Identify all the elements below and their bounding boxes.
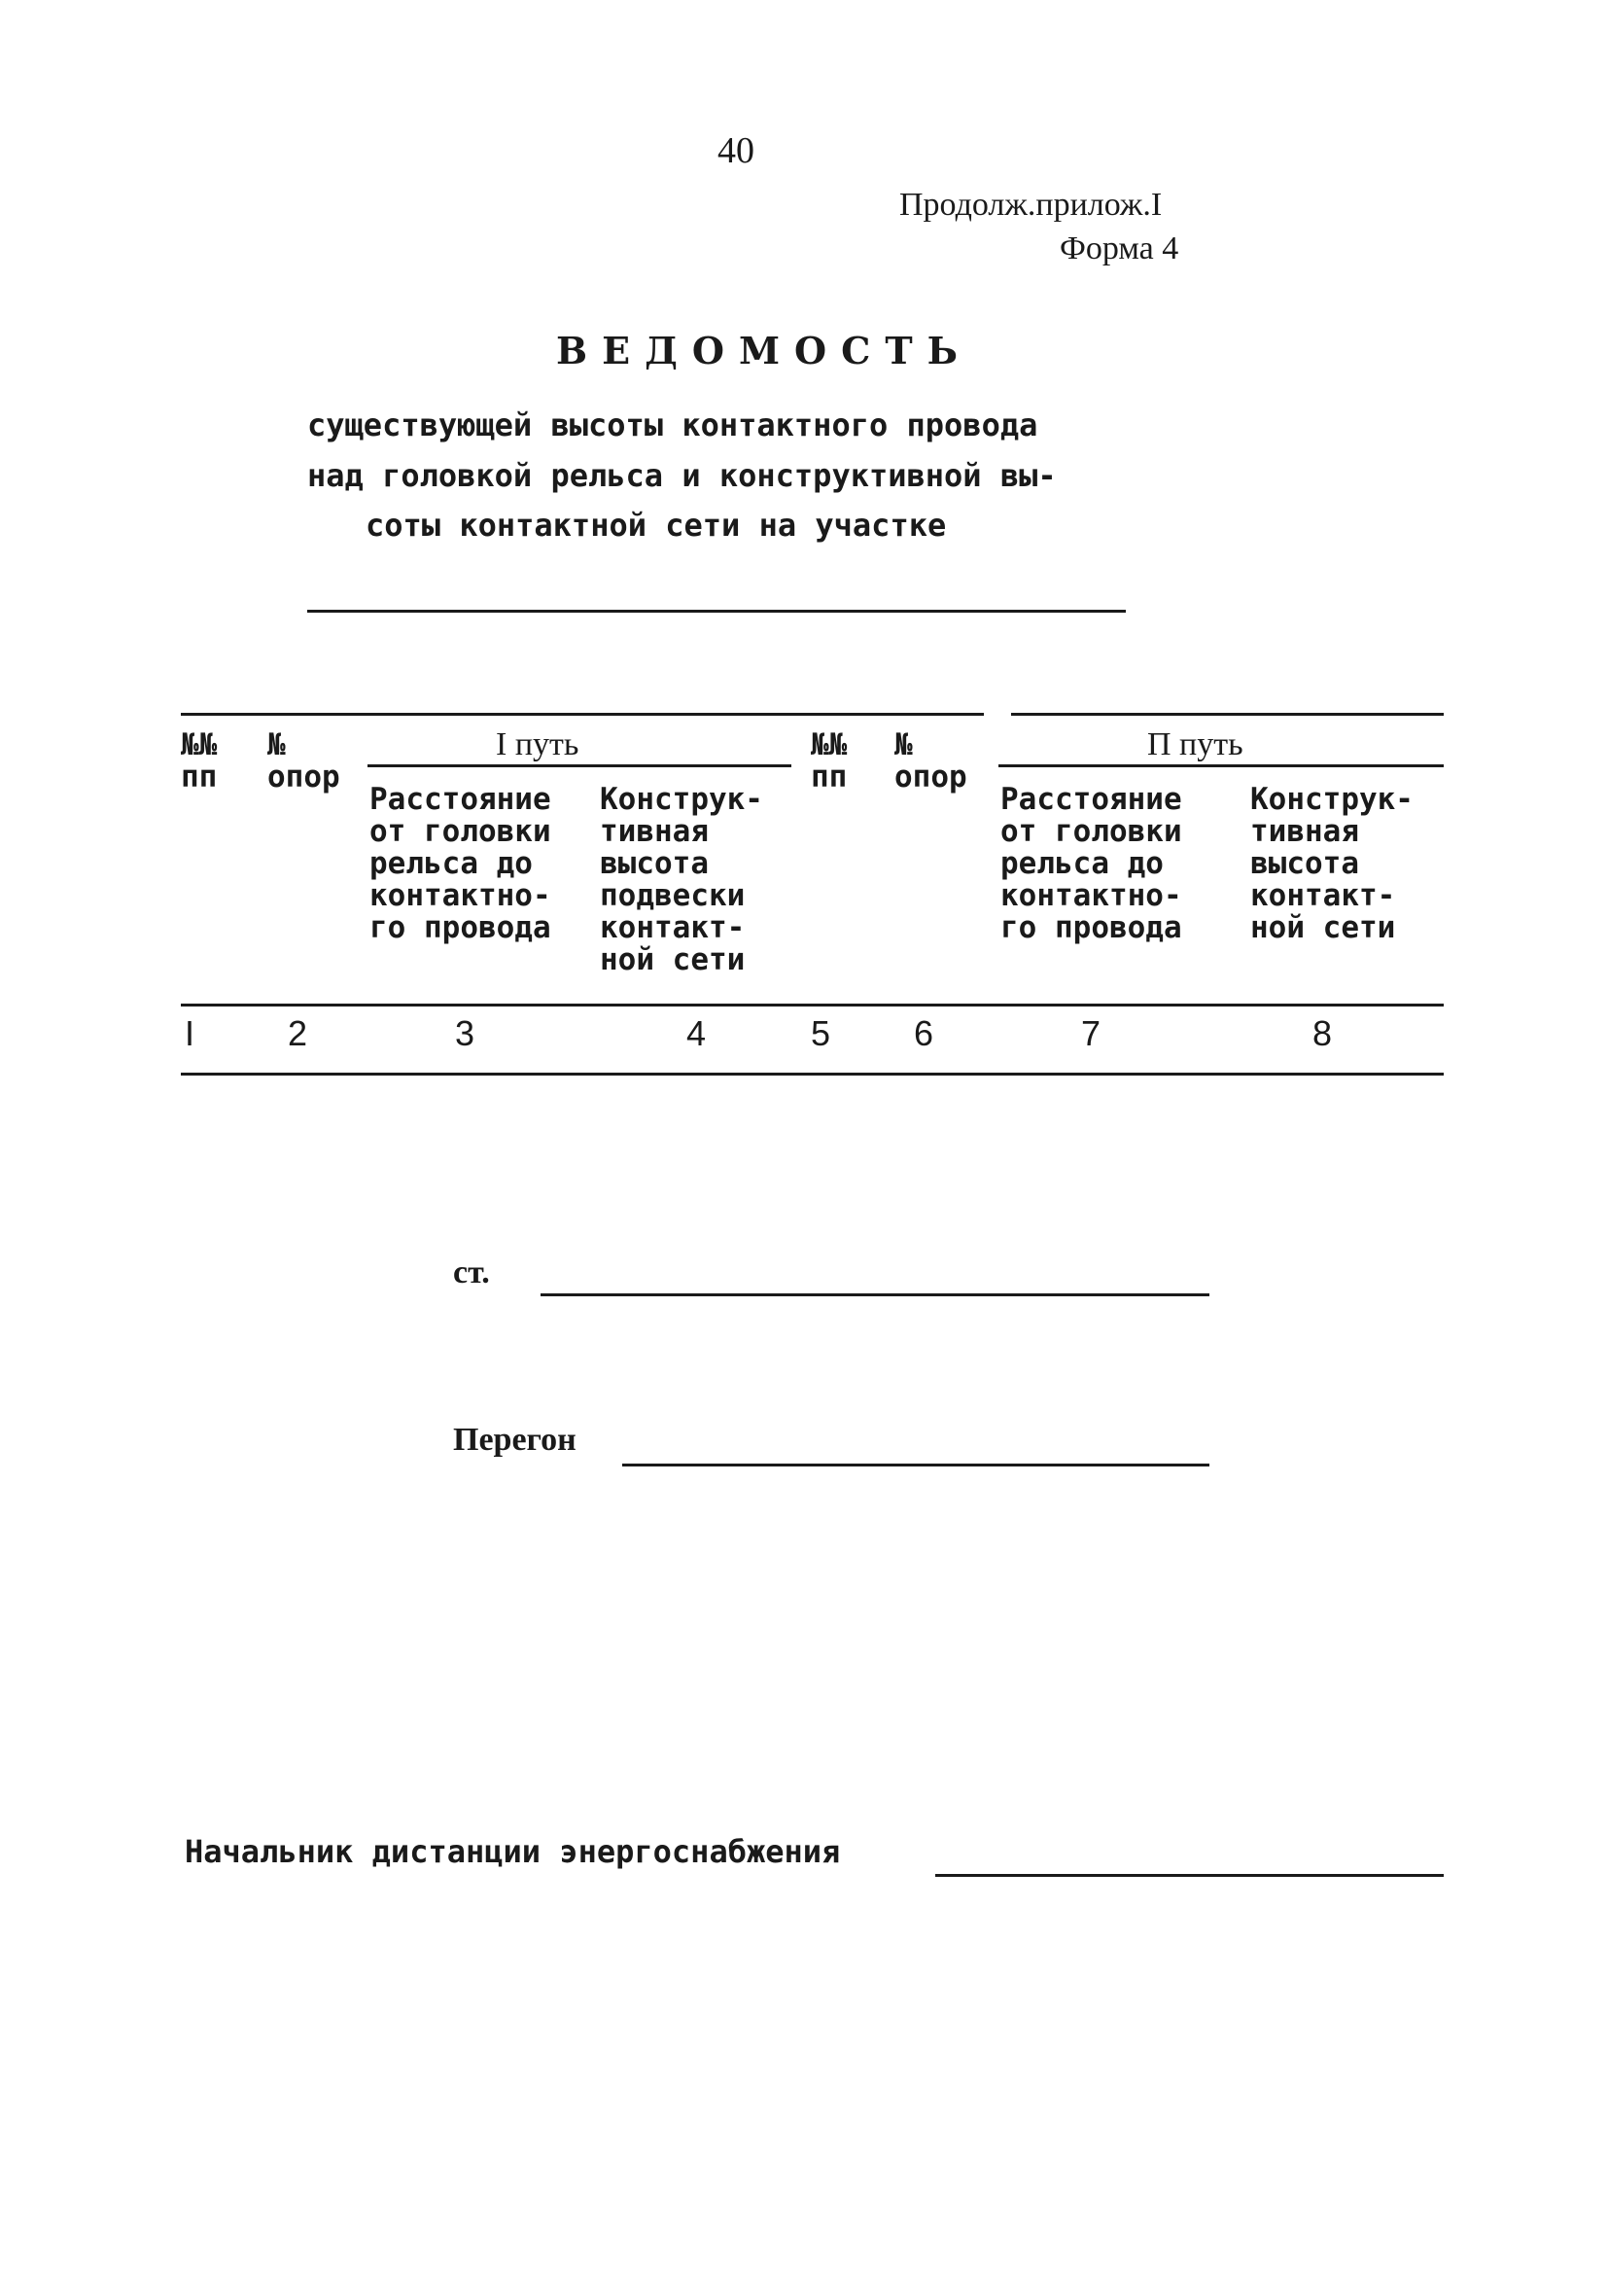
col7-header: Расстояние от головки рельса до контактно- го провода (1000, 782, 1182, 945)
col1-header: №№ пп (181, 727, 218, 795)
col8-header: Конструк- тивная высота контакт- ной сети (1250, 782, 1414, 945)
track2-rule (998, 764, 1444, 767)
column-number-3: 3 (455, 1013, 475, 1053)
subtitle-line-2: над головкой рельса и конструктивной вы- (307, 457, 1057, 494)
column-number-8: 8 (1312, 1013, 1333, 1053)
form-number: Форма 4 (1060, 230, 1179, 266)
signature-label: Начальник дистанции энергоснабжения (185, 1833, 841, 1870)
signature-field-line[interactable] (935, 1874, 1444, 1877)
subtitle-line-3: соты контактной сети на участке (366, 507, 947, 544)
column-number-2: 2 (288, 1013, 308, 1053)
column-number-6: 6 (914, 1013, 934, 1053)
col4-header: Конструк- тивная высота подвески контакт- ной сети (600, 782, 763, 977)
col6-header: № опор (894, 727, 967, 795)
station-field-line[interactable] (541, 1293, 1209, 1296)
col5-header: №№ пп (811, 727, 848, 795)
column-number-5: 5 (811, 1013, 831, 1053)
section-name-underline (307, 610, 1126, 613)
track1-label: I путь (496, 726, 579, 762)
column-number-7: 7 (1081, 1013, 1101, 1053)
document-title: ВЕДОМОСТЬ (556, 329, 973, 372)
page-number: 40 (717, 130, 754, 171)
table-top-rule-right (1011, 713, 1444, 716)
col2-header: № опор (267, 727, 340, 795)
column-number-4: 4 (686, 1013, 707, 1053)
column-number-1: I (185, 1013, 195, 1053)
subtitle-line-1: существующей высоты контактного провода (307, 406, 1038, 443)
track1-rule (367, 764, 791, 767)
section-label: Перегон (453, 1422, 577, 1458)
table-bottom-rule (181, 1073, 1444, 1076)
appendix-reference: Продолж.прилож.I (899, 187, 1163, 223)
table-top-rule-left (181, 713, 984, 716)
header-bottom-rule (181, 1004, 1444, 1007)
track2-label: П путь (1147, 726, 1243, 762)
station-label: ст. (453, 1254, 490, 1290)
section-field-line[interactable] (622, 1464, 1209, 1466)
col3-header: Расстояние от головки рельса до контактно- го провода (369, 782, 551, 945)
